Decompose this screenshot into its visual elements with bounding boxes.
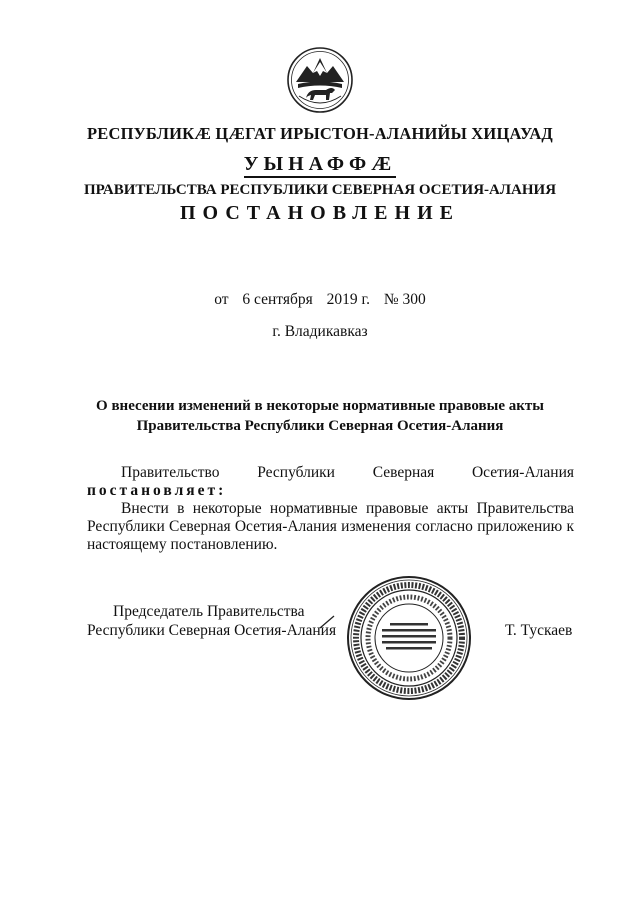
para-line-1 <box>87 500 574 518</box>
header-ossetian-doc-type-text: УЫНАФФӔ <box>244 153 396 178</box>
body-intro-line <box>87 464 574 482</box>
date-number-line <box>0 291 640 309</box>
intro-word: Республики <box>257 464 335 481</box>
date-prefix: от <box>214 291 229 308</box>
para-line-2: Республики Северная Осетия-Алания изменения согласно приложению к <box>87 518 574 535</box>
signature-mark <box>318 612 338 632</box>
signature-position-line-1: Председатель Правительства <box>113 603 305 620</box>
header-russian-doc-type: ПОСТАНОВЛЕНИЕ <box>180 202 460 224</box>
coat-of-arms-icon <box>286 46 354 114</box>
doc-number: № 300 <box>383 291 426 308</box>
intro-word: Осетия-Алания <box>471 464 574 481</box>
header-russian-line: ПРАВИТЕЛЬСТВА РЕСПУБЛИКИ СЕВЕРНАЯ ОСЕТИЯ-АЛАНИЯ <box>83 182 557 198</box>
signature-position <box>87 602 336 640</box>
signatory-name: Т. Тускаев <box>505 622 573 639</box>
intro-word: Северная <box>372 464 435 481</box>
doc-date: 6 сентября <box>242 291 313 308</box>
para-line-1-text: Внести в некоторые нормативные правовые акты Правительства <box>121 500 574 517</box>
doc-title-line-1: О внесении изменений в некоторые нормативные правовые акты <box>96 398 544 414</box>
intro-word: Правительство <box>121 464 220 481</box>
resolves-word: постановляет: <box>87 482 227 499</box>
doc-year: 2019 г. <box>326 291 370 308</box>
official-stamp <box>346 575 472 701</box>
body-paragraph <box>87 500 574 554</box>
doc-title <box>0 396 640 436</box>
doc-title-line-2: Правительства Республики Северная Осетия-Алания <box>136 418 504 434</box>
doc-city: г. Владикавказ <box>272 323 368 340</box>
header-ossetian-doc-type <box>0 153 640 176</box>
para-line-3: настоящему постановлению. <box>87 536 278 553</box>
signature-position-line-2: Республики Северная Осетия-Алания <box>87 622 337 639</box>
header-ossetian-line: РЕСПУБЛИКӔ ЦӔГАТ ИРЫСТОН-АЛАНИЙЫ ХИЦАУАД <box>86 124 553 143</box>
